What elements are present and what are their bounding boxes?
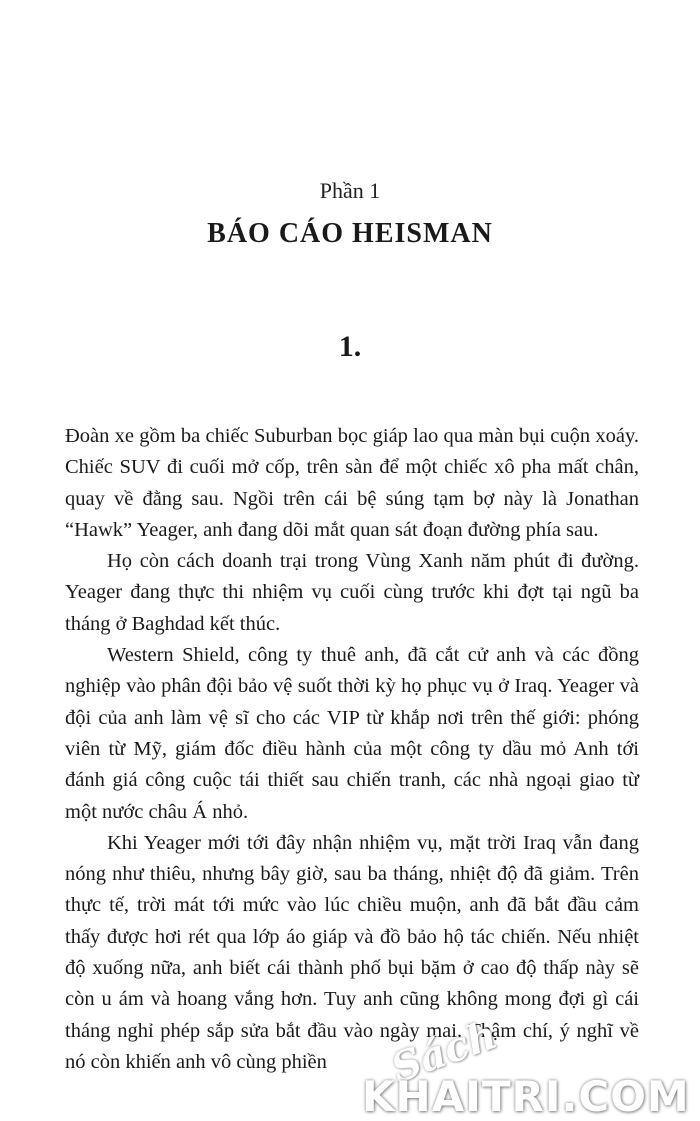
paragraph: Western Shield, công ty thuê anh, đã cắt cử anh và các đồng nghiệp vào phân đội bảo vệ suốt thời kỳ họ phục vụ ở Iraq. Yeager và đội của anh làm vệ sĩ cho các VIP từ khắp nơi trên thế giới: phóng viên từ Mỹ, giám đốc điều hành của một công ty dầu mỏ Anh tới đánh giá công cuộc tái thiết sau chiến tranh, các nhà ngoại giao từ một nước châu Á nhỏ. xyxy=(65,644,639,823)
body-text xyxy=(65,421,639,1078)
watermark-script: Sách xyxy=(385,1010,504,1093)
part-label: Phần 1 xyxy=(319,178,381,203)
watermark-main: KHAITRI.COM xyxy=(362,1072,690,1121)
paragraph: Đoàn xe gồm ba chiếc Suburban bọc giáp lao qua màn bụi cuộn xoáy. Chiếc SUV đi cuối mở cốp, trên sàn để một chiếc xô pha mất chân, quay về đằng sau. Ngồi trên cái bệ súng tạm bợ này là Jonathan “Hawk” Yeager, anh đang dõi mắt quan sát đoạn đường phía sau. xyxy=(65,425,639,541)
paragraph: Khi Yeager mới tới đây nhận nhiệm vụ, mặt trời Iraq vẫn đang nóng như thiêu, nhưng bây giờ, sau ba tháng, nhiệt độ đã giảm. Trên thực tế, trời mát tới mức vào lúc chiều muộn, anh đã bắt đầu cảm thấy được hơi rét qua lớp áo giáp và đồ bảo hộ tác chiến. Nếu nhiệt độ xuống nữa, anh biết cái thành phố bụi bặm ở cao độ thấp này sẽ còn u ám và hoang vắng hơn. Tuy anh cũng không mong đợi gì cái tháng nghỉ phép sắp sửa bắt đầu vào ngày mai. Thậm chí, ý nghĩ về nó còn khiến anh vô cùng phiền xyxy=(65,831,639,1073)
paragraph: Họ còn cách doanh trại trong Vùng Xanh năm phút đi đường. Yeager đang thực thi nhiệm vụ cuối cùng trước khi đợt tại ngũ ba tháng ở Baghdad kết thúc. xyxy=(65,550,639,635)
watermark-logo xyxy=(360,1010,700,1121)
chapter-number: 1. xyxy=(338,330,362,363)
part-title: BÁO CÁO HEISMAN xyxy=(207,218,493,249)
